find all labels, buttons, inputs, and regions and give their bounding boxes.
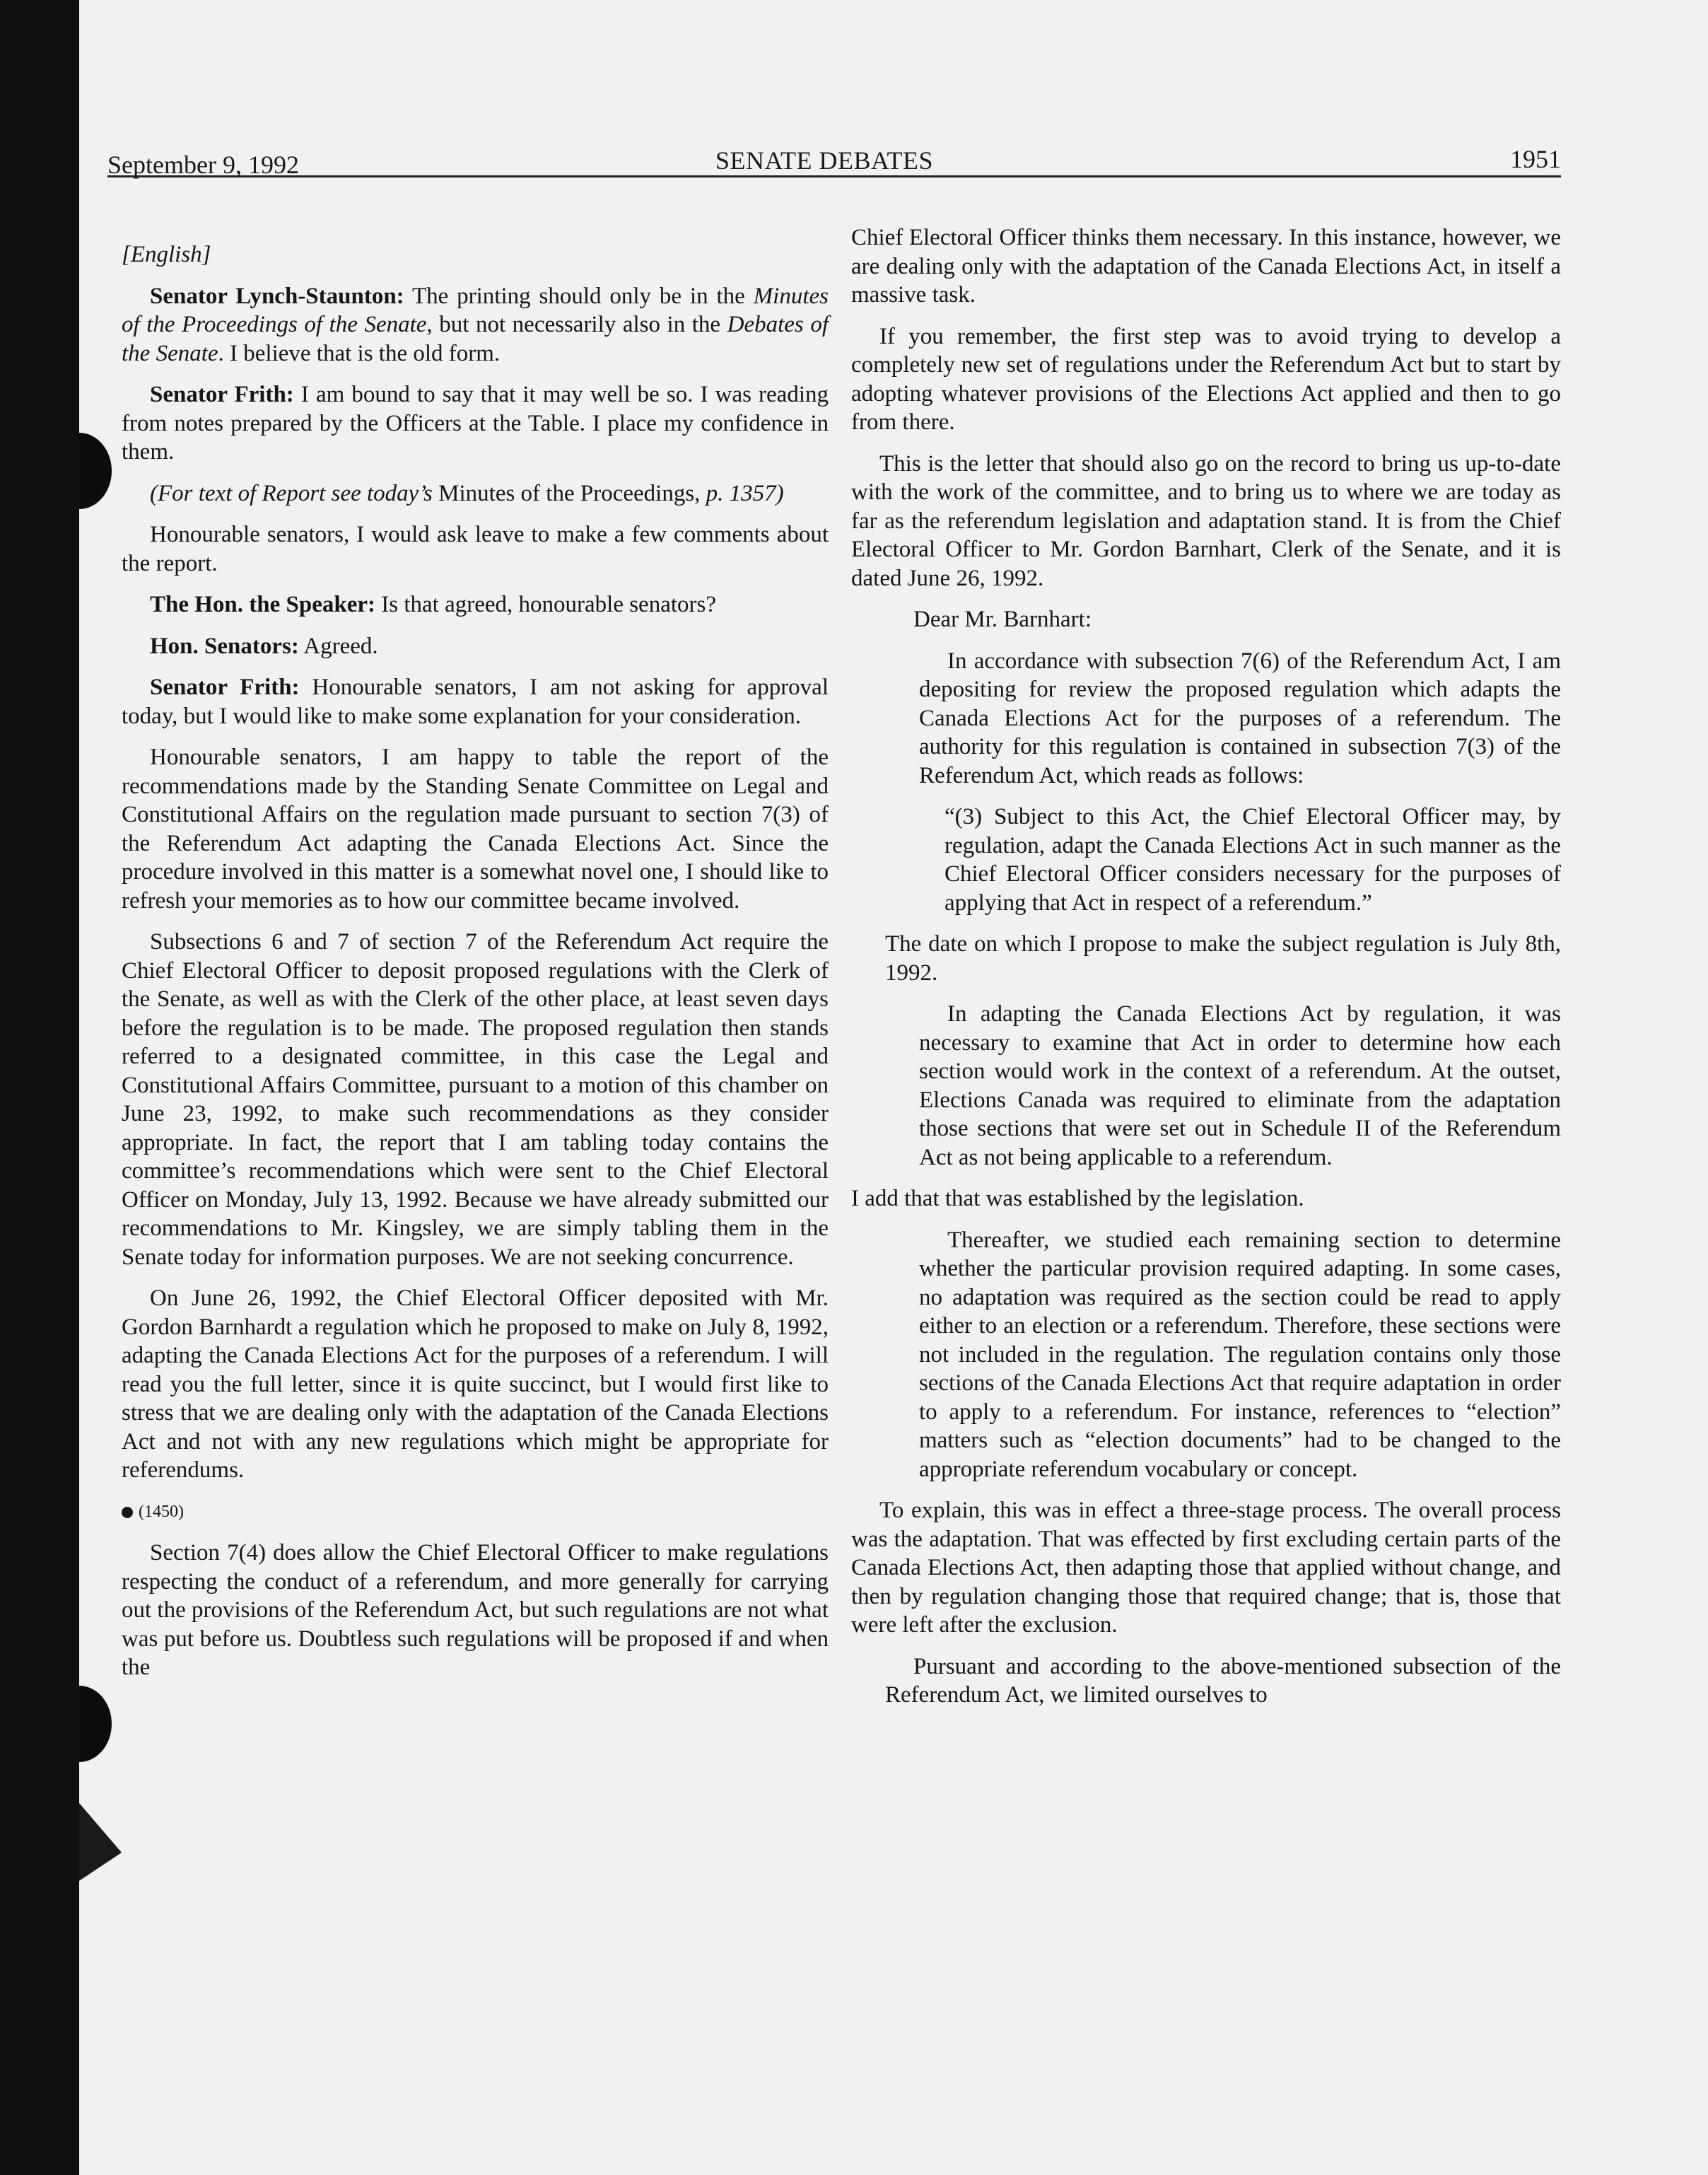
paragraph: Senator Frith: I am bound to say that it may well be so. I was reading from notes prepared by the Officers at the Table. I place my confidence in them.: [122, 382, 829, 465]
speaker-name: The Hon. the Speaker:: [150, 592, 376, 617]
paragraph: Honourable senators, I am happy to table the report of the recommendations made by the Standing Senate Committee on Legal and Constitutional Affairs on the regulation made pursuant to section 7(3) of the Referendum Act adapting the Canada Elections Act. Since the procedure involved in this matter is a somewhat novel one, I should like to refresh your memories as to how our committee became involved.: [122, 745, 829, 914]
paragraph: Hon. Senators: Agreed.: [150, 633, 378, 659]
speaker-name: Senator Frith:: [150, 382, 294, 407]
language-tag: [English]: [122, 242, 211, 267]
right-column: [851, 223, 1561, 1722]
paragraph: (For text of Report see today’s Minutes of the Proceedings, p. 1357): [150, 480, 784, 506]
paragraph: If you remember, the first step was to avoid trying to develop a completely new set of regulations under the Referendum Act but to start by adopting whatever provisions of the Elections Act applied and then to go from there.: [851, 323, 1561, 435]
paragraph: Honourable senators, I would ask leave to make a few comments about the report.: [122, 522, 829, 576]
page-header: [107, 141, 1561, 177]
page-number: 1951: [1510, 145, 1561, 173]
paragraph: On June 26, 1992, the Chief Electoral Officer deposited with Mr. Gordon Barnhardt a regulation which he proposed to make on July 8, 1992, adapting the Canada Elections Act for the purposes of a referendum. I will read you the full letter, since it is quite succinct, but I would first like to stress that we are dealing only with the adaptation of the Canada Elections Act and not with any new regulations which might be appropriate for referendums.: [122, 1285, 829, 1483]
bullet-icon: [122, 1507, 133, 1518]
speaker-name: Senator Lynch-Staunton:: [150, 283, 404, 309]
header-title: SENATE DEBATES: [715, 146, 934, 175]
torn-corner: [79, 1803, 122, 1881]
speaker-name: Hon. Senators:: [150, 633, 299, 659]
paragraph: I add that that was established by the legislation.: [851, 1186, 1304, 1211]
paragraph: This is the letter that should also go on the record to bring us up-to-date with the work of the committee, and to bring us to where we are today as far as the referendum legislation and adaptation stand. It is from the Chief Electoral Officer to Mr. Gordon Barnhart, Clerk of the Senate, and it is dated June 26, 1992.: [851, 450, 1561, 591]
letter-salutation: Dear Mr. Barnhart:: [913, 607, 1092, 632]
paragraph: Senator Frith: Honourable senators, I am not asking for approval today, but I would like to make some explanation for your consideration.: [122, 675, 829, 729]
letter-paragraph: In accordance with subsection 7(6) of the Referendum Act, I am depositing for review the proposed regulation which adapts the Canada Elections Act for the purposes of a referendum. The authority for this regulation is contained in subsection 7(3) of the Referendum Act, which reads as follows:: [919, 648, 1561, 788]
paragraph: Senator Lynch-Staunton: The printing should only be in the Minutes of the Proceedings of the Senate, but not necessarily also in the Debates of the Senate. I believe that is the old form.: [122, 283, 829, 366]
punch-hole: [79, 1686, 112, 1762]
paragraph: To explain, this was in effect a three-stage process. The overall process was the adaptation. That was effected by first excluding certain parts of the Canada Elections Act, then adapting those that applied without change, and then by regulation changing those that required change; that is, those that were left after the exclusion.: [851, 1498, 1561, 1638]
paragraph: Section 7(4) does allow the Chief Electoral Officer to make regulations respecting the conduct of a referendum, and more generally for carrying out the provisions of the Referendum Act, but such regulations are not what was put before us. Doubtless such regulations will be proposed if and when the: [122, 1540, 829, 1680]
quoted-statute: “(3) Subject to this Act, the Chief Electoral Officer may, by regulation, adapt the Canada Elections Act in such manner as the Chief Electoral Officer considers necessary for the purposes of applying that Act in respect of a referendum.”: [944, 804, 1561, 916]
letter-paragraph: In adapting the Canada Elections Act by regulation, it was necessary to examine that Act in order to determine how each section would work in the context of a referendum. At the outset, Elections Canada was required to eliminate from the adaptation those sections that were set out in Schedule II of the Referendum Act as not being applicable to a referendum.: [919, 1001, 1561, 1170]
header-date: September 9, 1992: [107, 151, 299, 179]
paragraph: The Hon. the Speaker: Is that agreed, honourable senators?: [150, 592, 716, 617]
time-marker: (1450): [122, 1498, 829, 1527]
left-column: [122, 240, 829, 1695]
paragraph: Subsections 6 and 7 of section 7 of the Referendum Act require the Chief Electoral Officer to deposit proposed regulations with the Clerk of the Senate, as well as with the Clerk of the other place, at least seven days before the regulation is to be made. The proposed regulation then stands referred to a designated committee, in this case the Legal and Constitutional Affairs Committee, pursuant to a motion of this chamber on June 23, 1992, to make such recommendations as they consider appropriate. In fact, the report that I am tabling today contains the committee’s recommendations which were sent to the Chief Electoral Officer on Monday, July 13, 1992. Because we have already submitted our recommendations to Mr. Kingsley, we are simply tabling them in the Senate today for information purposes. We are not seeking concurrence.: [122, 929, 829, 1270]
speaker-name: Senator Frith:: [150, 675, 300, 700]
punch-hole: [79, 433, 112, 509]
paragraph: Chief Electoral Officer thinks them necessary. In this instance, however, we are dealing only with the adaptation of the Canada Elections Act, in itself a massive task.: [851, 225, 1561, 308]
letter-paragraph: The date on which I propose to make the subject regulation is July 8th, 1992.: [885, 931, 1561, 986]
letter-paragraph: Thereafter, we studied each remaining section to determine whether the particular provision required adapting. In some cases, no adaptation was required as the section could be read to apply either to an election or a referendum. Therefore, these sections were not included in the regulation. The regulation contains only those sections of the Canada Elections Act that require adaptation in order to apply to a referendum. For instance, references to “election” matters such as “election documents” had to be changed to the appropriate referendum vocabulary or concept.: [919, 1227, 1561, 1482]
letter-paragraph: Pursuant and according to the above-mentioned subsection of the Referendum Act, we limited ourselves to: [885, 1653, 1561, 1708]
